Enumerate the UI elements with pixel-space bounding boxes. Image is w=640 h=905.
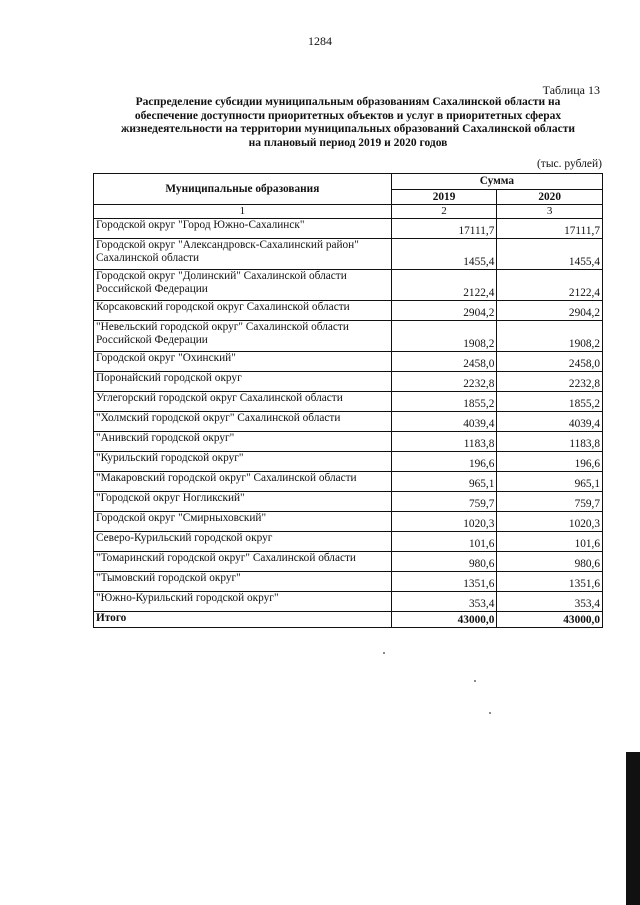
value-2019: 196,6 — [391, 452, 497, 472]
value-2020: 1908,2 — [497, 321, 603, 352]
municipality-name — [94, 452, 392, 472]
municipality-name-line: Городской округ "Долинский" Сахалинской области — [96, 270, 347, 282]
total-2020: 43000,0 — [497, 612, 603, 628]
value-2020: 17111,7 — [497, 219, 603, 239]
scan-speck — [474, 680, 476, 682]
column-header-year-2020: 2020 — [497, 190, 603, 205]
municipality-name-line: Поронайский городской округ — [96, 372, 242, 384]
value-2020: 101,6 — [497, 532, 603, 552]
table-body — [94, 219, 603, 612]
value-2019: 980,6 — [391, 552, 497, 572]
municipality-name — [94, 592, 392, 612]
municipality-name — [94, 432, 392, 452]
value-2019: 1855,2 — [391, 392, 497, 412]
unit-label: (тыс. рублей) — [536, 158, 602, 170]
column-header-municipalities: Муниципальные образования — [94, 174, 392, 205]
value-2020: 196,6 — [497, 452, 603, 472]
table-row — [94, 572, 603, 592]
municipality-name — [94, 392, 392, 412]
value-2020: 1020,3 — [497, 512, 603, 532]
table-row — [94, 372, 603, 392]
municipality-name-line: Городской округ "Охинский" — [96, 352, 236, 364]
page-number: 1284 — [308, 34, 332, 48]
table-title — [88, 96, 608, 150]
header-row — [94, 174, 603, 190]
municipality-name-line: "Тымовский городской округ" — [96, 572, 241, 584]
value-2020: 2458,0 — [497, 352, 603, 372]
municipality-name — [94, 412, 392, 432]
municipality-name-line: "Невельский городской округ" Сахалинской области — [96, 321, 349, 333]
municipality-name-line: Корсаковский городской округ Сахалинской области — [96, 301, 350, 313]
municipality-name-line: "Курильский городской округ" — [96, 452, 244, 464]
municipality-name-line: Углегорский городской округ Сахалинской области — [96, 392, 343, 404]
municipality-name — [94, 372, 392, 392]
total-2019: 43000,0 — [391, 612, 497, 628]
column-header-sum: Сумма — [391, 174, 602, 190]
municipality-name-line: Российской Федерации — [96, 283, 208, 295]
municipality-name — [94, 270, 392, 301]
value-2020: 2232,8 — [497, 372, 603, 392]
municipality-name — [94, 492, 392, 512]
municipality-name-line: Сахалинской области — [96, 252, 200, 264]
table-row — [94, 492, 603, 512]
municipality-name — [94, 512, 392, 532]
municipality-name — [94, 321, 392, 352]
table-label: Таблица 13 — [542, 83, 600, 97]
table-row — [94, 239, 603, 270]
value-2020: 4039,4 — [497, 412, 603, 432]
column-number: 1 — [94, 205, 392, 219]
table-row — [94, 512, 603, 532]
municipality-name — [94, 552, 392, 572]
value-2019: 2122,4 — [391, 270, 497, 301]
table-row — [94, 352, 603, 372]
value-2020: 2122,4 — [497, 270, 603, 301]
table-row — [94, 392, 603, 412]
column-number-row — [94, 205, 603, 219]
municipality-name-line: Северо-Курильский городской округ — [96, 532, 273, 544]
municipality-name — [94, 352, 392, 372]
municipality-name — [94, 301, 392, 321]
municipality-name-line: Городской округ "Александровск-Сахалинский район" — [96, 239, 359, 251]
value-2020: 965,1 — [497, 472, 603, 492]
value-2020: 1455,4 — [497, 239, 603, 270]
subsidy-table — [93, 173, 603, 628]
value-2019: 17111,7 — [391, 219, 497, 239]
scan-edge-shadow — [626, 752, 640, 905]
value-2019: 2904,2 — [391, 301, 497, 321]
municipality-name-line: "Городской округ Ногликский" — [96, 492, 245, 504]
value-2020: 2904,2 — [497, 301, 603, 321]
table-row — [94, 432, 603, 452]
value-2019: 353,4 — [391, 592, 497, 612]
column-number: 3 — [497, 205, 603, 219]
municipality-name — [94, 239, 392, 270]
value-2020: 353,4 — [497, 592, 603, 612]
table-row — [94, 552, 603, 572]
value-2019: 4039,4 — [391, 412, 497, 432]
value-2020: 1351,6 — [497, 572, 603, 592]
municipality-name-line: Городской округ "Город Южно-Сахалинск" — [96, 219, 305, 231]
municipality-name-line: "Томаринский городской округ" Сахалинской области — [96, 552, 356, 564]
value-2019: 101,6 — [391, 532, 497, 552]
scan-speck — [383, 652, 385, 654]
table-row — [94, 592, 603, 612]
title-line: на плановый период 2019 и 2020 годов — [248, 136, 448, 149]
value-2020: 1855,2 — [497, 392, 603, 412]
municipality-name — [94, 572, 392, 592]
column-header-year-2019: 2019 — [391, 190, 497, 205]
municipality-name-line: "Холмский городской округ" Сахалинской области — [96, 412, 341, 424]
value-2019: 2458,0 — [391, 352, 497, 372]
value-2019: 1020,3 — [391, 512, 497, 532]
value-2020: 1183,8 — [497, 432, 603, 452]
municipality-name — [94, 532, 392, 552]
municipality-name-line: Городской округ "Смирныховский" — [96, 512, 267, 524]
value-2019: 1908,2 — [391, 321, 497, 352]
value-2019: 1351,6 — [391, 572, 497, 592]
title-line: Распределение субсидии муниципальным образованиям Сахалинской области на — [135, 96, 561, 108]
table-row — [94, 532, 603, 552]
value-2019: 965,1 — [391, 472, 497, 492]
scan-speck — [489, 712, 491, 714]
column-number: 2 — [391, 205, 497, 219]
table-row — [94, 321, 603, 352]
municipality-name-line: "Макаровский городской округ" Сахалинской области — [96, 472, 357, 484]
table-row — [94, 270, 603, 301]
total-row — [94, 612, 603, 628]
municipality-name — [94, 219, 392, 239]
municipality-name-line: "Южно-Курильский городской округ" — [96, 592, 279, 604]
title-line: жизнедеятельности на территории муниципальных образований Сахалинской области — [121, 123, 575, 135]
table-row — [94, 412, 603, 432]
value-2019: 759,7 — [391, 492, 497, 512]
title-line: обеспечение доступности приоритетных объектов и услуг в приоритетных сферах — [134, 109, 562, 122]
value-2020: 759,7 — [497, 492, 603, 512]
value-2020: 980,6 — [497, 552, 603, 572]
table-row — [94, 301, 603, 321]
municipality-name-line: "Анивский городской округ" — [96, 432, 235, 444]
table-row — [94, 472, 603, 492]
value-2019: 1455,4 — [391, 239, 497, 270]
municipality-name — [94, 472, 392, 492]
value-2019: 1183,8 — [391, 432, 497, 452]
table-row — [94, 452, 603, 472]
total-label: Итого — [94, 612, 392, 628]
table-row — [94, 219, 603, 239]
value-2019: 2232,8 — [391, 372, 497, 392]
municipality-name-line: Российской Федерации — [96, 334, 208, 346]
